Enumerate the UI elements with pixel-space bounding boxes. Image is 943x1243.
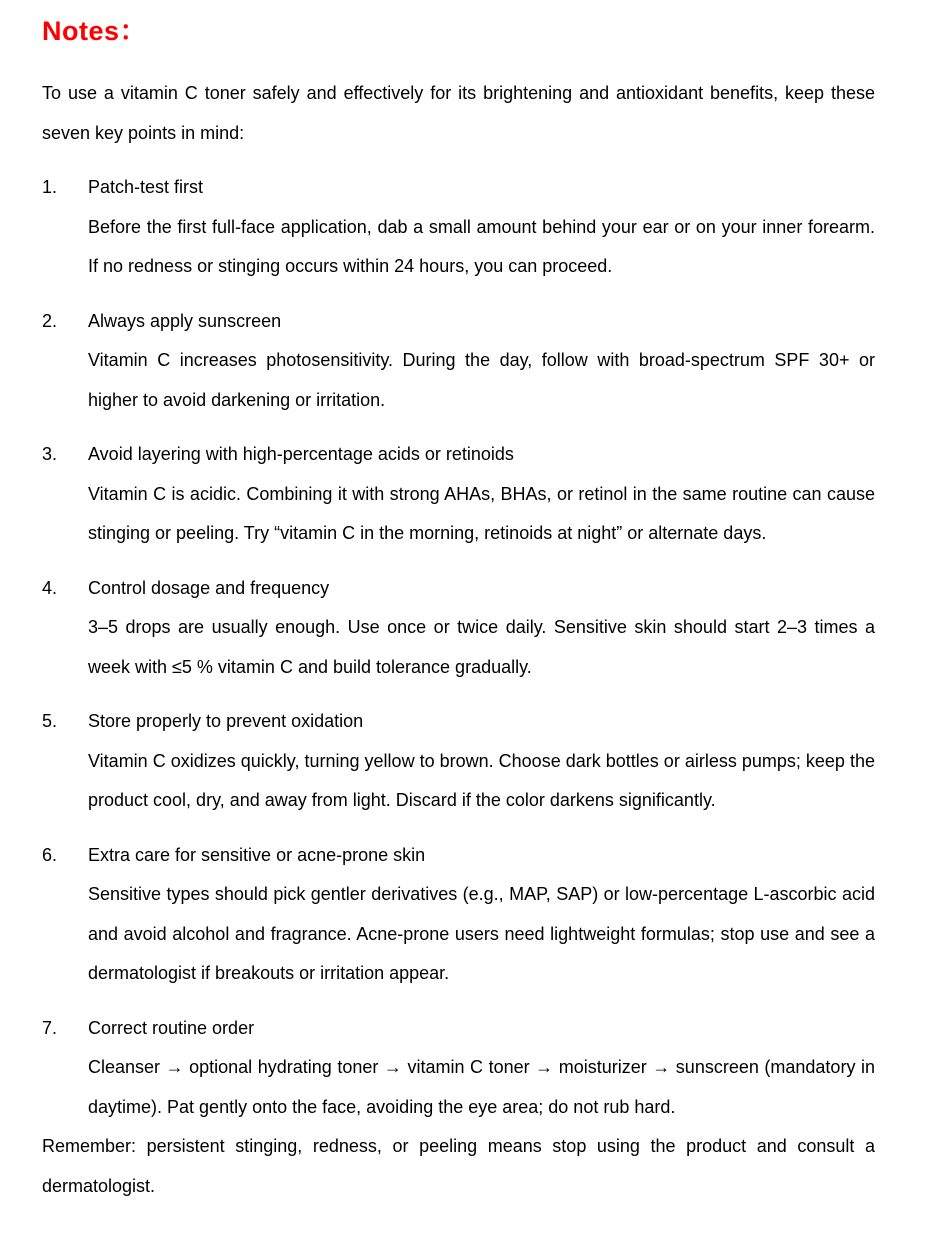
item-heading [42, 569, 875, 609]
item-number: 6. [42, 844, 58, 865]
item-heading [42, 1009, 875, 1049]
item-title: Always apply sunscreen [88, 310, 282, 331]
item-title: Extra care for sensitive or acne-prone skin [88, 844, 426, 865]
item-number: 5. [42, 711, 58, 731]
item-body: Before the first full-face application, dab a small amount behind your ear or on your inner forearm. If no redness or stinging occurs within 24 hours, you can proceed. [88, 216, 875, 276]
list-item-1 [42, 168, 875, 287]
item-body: Vitamin C is acidic. Combining it with strong AHAs, BHAs, or retinol in the same routine can cause stinging or peeling. Try “vitamin C in the morning, retinoids at night” or alternate days. [88, 483, 875, 543]
notes-heading: Notes： [42, 16, 148, 46]
item-heading [42, 302, 875, 342]
numbered-list [42, 168, 875, 1127]
item-title: Store properly to prevent oxidation [88, 711, 364, 731]
item-heading [42, 702, 875, 742]
item-body: Sensitive types should pick gentler derivatives (e.g., MAP, SAP) or low-percentage L-ascorbic acid and avoid alcohol and fragrance. Acne-prone users need lightweight formulas; stop use and see a dermatologist if breakouts or irritation appear. [88, 884, 875, 983]
closing-paragraph: Remember: persistent stinging, redness, or peeling means stop using the product and consult a dermatologist. [42, 1136, 875, 1196]
item-number: 4. [42, 577, 58, 598]
item-heading [42, 168, 875, 208]
list-item-4 [42, 569, 875, 688]
item-heading [42, 435, 875, 475]
item-number: 7. [42, 1017, 58, 1038]
item-body: Vitamin C increases photosensitivity. During the day, follow with broad-spectrum SPF 30+ or higher to avoid darkening or irritation. [88, 350, 875, 410]
item-body: Vitamin C oxidizes quickly, turning yellow to brown. Choose dark bottles or airless pumps; keep the product cool, dry, and away from light. Discard if the color darkens significantly. [88, 750, 875, 810]
item-title: Correct routine order [88, 1017, 255, 1038]
item-title: Control dosage and frequency [88, 577, 330, 598]
list-item-5 [42, 702, 875, 821]
item-heading [42, 836, 875, 876]
item-title: Avoid layering with high-percentage acids or retinoids [88, 444, 514, 464]
list-item-6 [42, 836, 875, 994]
list-item-3 [42, 435, 875, 554]
intro-paragraph: To use a vitamin C toner safely and effectively for its brightening and antioxidant benefits, keep these seven key points in mind: [42, 83, 875, 143]
list-item-2 [42, 302, 875, 421]
item-number: 1. [42, 177, 58, 197]
item-number: 2. [42, 310, 58, 331]
item-body: Cleanser → optional hydrating toner → vitamin C toner → moisturizer → sunscreen (mandatory in daytime). Pat gently onto the face, avoiding the eye area; do not rub hard. [88, 1057, 875, 1117]
item-number: 3. [42, 444, 58, 464]
list-item-7 [42, 1009, 875, 1128]
item-body: 3–5 drops are usually enough. Use once or twice daily. Sensitive skin should start 2–3 times a week with ≤5 % vitamin C and build tolerance gradually. [88, 617, 875, 677]
item-title: Patch-test first [88, 177, 204, 197]
